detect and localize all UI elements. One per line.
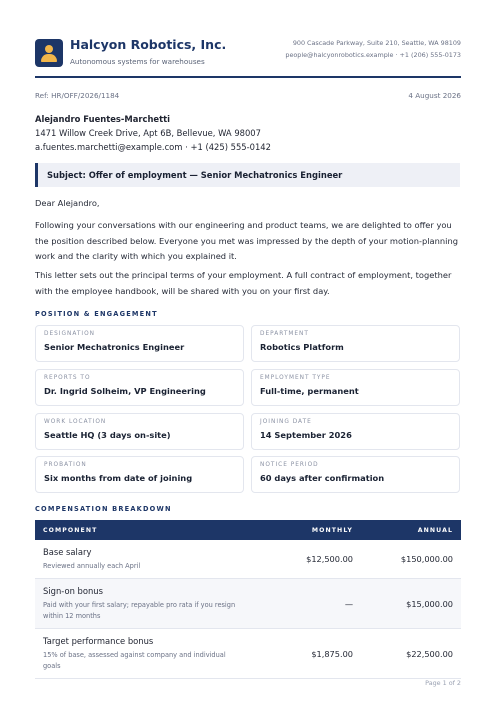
monthly-cell: — — [251, 579, 361, 629]
annual-cell: $15,000.00 — [361, 579, 461, 629]
recipient-name: Alejandro Fuentes-Marchetti — [35, 114, 170, 124]
field-value: Senior Mechatronics Engineer — [44, 342, 185, 352]
monthly-cell: $1,875.00 — [251, 629, 361, 679]
company-logo — [35, 39, 63, 67]
company-email-phone: people@halcyonrobotics.example · +1 (206) 555-0173 — [285, 51, 461, 59]
field-value: 60 days after confirmation — [260, 473, 385, 483]
company-name: Halcyon Robotics, Inc. — [70, 37, 227, 52]
header-divider — [35, 76, 461, 78]
field-value: Six months from date of joining — [44, 473, 193, 483]
field-label: PROBATION — [44, 462, 87, 468]
field-label: NOTICE PERIOD — [260, 462, 319, 468]
column-header-annual: ANNUAL — [361, 520, 461, 540]
field-card-notice-period — [251, 456, 460, 493]
field-card-department — [251, 325, 460, 362]
company-address: 900 Cascade Parkway, Suite 210, Seattle, WA 98109 — [292, 39, 461, 47]
component-name: Target performance bonus — [43, 636, 154, 646]
field-card-probation — [35, 456, 244, 493]
field-label: EMPLOYMENT TYPE — [260, 375, 331, 381]
field-card-work-location — [35, 413, 244, 450]
table-row — [35, 629, 461, 679]
field-label: DEPARTMENT — [260, 331, 309, 337]
component-cell — [35, 579, 251, 629]
field-card-employment-type — [251, 369, 460, 406]
table-header-row — [35, 520, 461, 540]
component-note: Reviewed annually each April — [43, 562, 141, 570]
section-title-position: POSITION & ENGAGEMENT — [35, 310, 158, 318]
component-note: 15% of base, assessed against company and individual goals — [43, 651, 226, 670]
field-value: Robotics Platform — [260, 342, 344, 352]
company-contact — [285, 37, 461, 61]
field-card-joining-date — [251, 413, 460, 450]
page-number: Page 1 of 2 — [425, 679, 461, 687]
component-name: Sign-on bonus — [43, 586, 103, 596]
component-name: Base salary — [43, 547, 92, 557]
component-cell — [35, 629, 251, 679]
company-tagline: Autonomous systems for warehouses — [70, 57, 205, 66]
field-value: Dr. Ingrid Solheim, VP Engineering — [44, 386, 206, 396]
compensation-table — [35, 520, 461, 679]
section-title-compensation: COMPENSATION BREAKDOWN — [35, 505, 172, 513]
field-label: JOINING DATE — [260, 419, 312, 425]
field-value: Full-time, permanent — [260, 386, 359, 396]
recipient-contact: a.fuentes.marchetti@example.com · +1 (425) 555-0142 — [35, 142, 271, 152]
salutation: Dear Alejandro, — [35, 198, 100, 208]
letter-paragraph: This letter sets out the principal terms of your employment. A full contract of employment, together with the employee handbook, will be shared with you on your first day. — [35, 270, 452, 296]
annual-cell: $22,500.00 — [361, 629, 461, 679]
recipient-block — [35, 112, 271, 154]
column-header-component: COMPONENT — [35, 520, 251, 540]
person-icon — [45, 45, 53, 53]
field-card-designation — [35, 325, 244, 362]
component-note: Paid with your first salary; repayable pro rata if you resign within 12 months — [43, 601, 236, 620]
person-icon-body — [41, 54, 57, 62]
table-row — [35, 579, 461, 629]
field-card-reports-to — [35, 369, 244, 406]
monthly-cell: $12,500.00 — [251, 540, 361, 579]
annual-cell: $150,000.00 — [361, 540, 461, 579]
subject-line: Subject: Offer of employment — Senior Mechatronics Engineer — [35, 163, 460, 187]
component-cell — [35, 540, 251, 579]
table-row — [35, 540, 461, 579]
column-header-monthly: MONTHLY — [251, 520, 361, 540]
recipient-address: 1471 Willow Creek Drive, Apt 6B, Bellevue, WA 98007 — [35, 128, 261, 138]
field-value: Seattle HQ (3 days on-site) — [44, 430, 171, 440]
field-label: DESIGNATION — [44, 331, 96, 337]
field-value: 14 September 2026 — [260, 430, 352, 440]
letter-date: 4 August 2026 — [408, 91, 461, 100]
reference-number: Ref: HR/OFF/2026/1184 — [35, 91, 120, 100]
field-label: WORK LOCATION — [44, 419, 107, 425]
field-label: REPORTS TO — [44, 375, 91, 381]
letter-paragraph: Following your conversations with our engineering and product teams, we are delighted to offer you the position described below. Everyone you met was impressed by the depth of your motion-planning work and the clarity with which you explained it. — [35, 220, 458, 262]
letterhead — [35, 37, 461, 73]
